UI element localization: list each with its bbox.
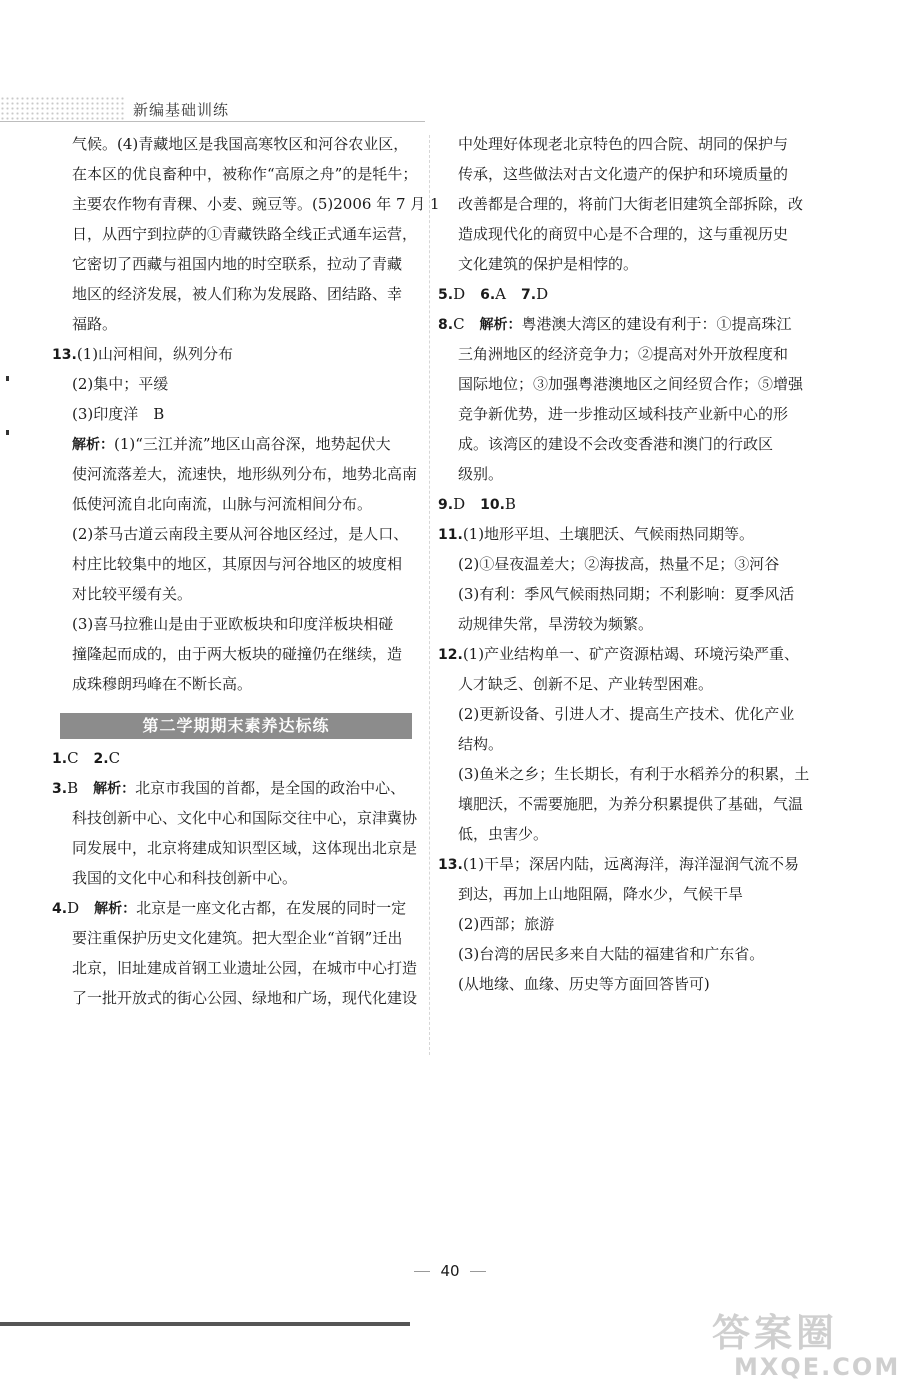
line-text: 日，从西宁到拉萨的①青藏铁路全线正式通车运营， xyxy=(72,225,418,243)
text-line xyxy=(52,489,432,519)
text-line xyxy=(438,549,818,579)
line-text: 人才缺乏、创新不足、产业转型困难。 xyxy=(458,675,714,693)
line-text: 成。该湾区的建设不会改变香港和澳门的行政区 xyxy=(458,435,774,453)
line-text: 低，虫害少。 xyxy=(458,825,549,843)
question-number: 6. xyxy=(480,287,496,303)
line-text: A xyxy=(495,285,521,303)
page-number xyxy=(400,1262,500,1280)
text-line xyxy=(438,879,818,909)
text-line xyxy=(52,219,432,249)
right-column xyxy=(438,129,818,999)
line-text: 北京市我国的首都，是全国的政治中心、 xyxy=(135,779,406,797)
text-line xyxy=(52,249,432,279)
line-text: 中处理好体现老北京特色的四合院、胡同的保护与 xyxy=(458,135,789,153)
text-line xyxy=(52,923,432,953)
text-line xyxy=(52,609,432,639)
text-line xyxy=(52,549,432,579)
margin-mark xyxy=(6,430,9,435)
text-line xyxy=(438,249,818,279)
line-text: (1)产业结构单一、矿产资源枯竭、环境污染严重、 xyxy=(462,645,800,663)
line-text: D xyxy=(67,899,95,917)
line-text: 同发展中，北京将建成知识型区域，这体现出北京是 xyxy=(72,839,418,857)
text-line xyxy=(52,833,432,863)
page-number-text: 40 xyxy=(440,1262,460,1280)
line-text: D xyxy=(536,285,549,303)
question-number: 13. xyxy=(52,347,77,363)
text-line xyxy=(438,969,818,999)
line-text: 在本区的优良畜种中，被称作“高原之舟”的是牦牛； xyxy=(72,165,418,183)
line-text: D xyxy=(453,285,481,303)
text-line xyxy=(438,699,818,729)
line-text: (1)地形平坦、土壤肥沃、气候雨热同期等。 xyxy=(462,525,755,543)
question-number: 8. xyxy=(438,317,454,333)
line-text: (1)山河相间，纵列分布 xyxy=(76,345,234,363)
text-line xyxy=(438,279,818,309)
text-line xyxy=(438,369,818,399)
line-text: (3)有利：季风气候雨热同期；不利影响：夏季风活 xyxy=(458,585,795,603)
text-line xyxy=(438,429,818,459)
text-line xyxy=(52,743,432,773)
line-text: 国际地位；③加强粤港澳地区之间经贸合作；⑤增强 xyxy=(458,375,804,393)
text-line xyxy=(52,893,432,923)
line-text: 改善都是合理的，将前门大街老旧建筑全部拆除，改 xyxy=(458,195,804,213)
question-number: 2. xyxy=(93,751,109,767)
line-text: 北京是一座文化古都，在发展的同时一定 xyxy=(136,899,407,917)
text-line xyxy=(52,159,432,189)
text-line xyxy=(438,909,818,939)
line-text: (3)台湾的居民多来自大陆的福建省和广东省。 xyxy=(458,945,765,963)
line-text: C xyxy=(67,749,94,767)
line-text: (3)鱼米之乡；生长期长，有利于水稻养分的积累，土 xyxy=(458,765,810,783)
header-decoration xyxy=(0,96,125,120)
watermark-logo xyxy=(712,1311,900,1382)
text-line xyxy=(52,429,432,459)
analysis-label: 解析： xyxy=(94,901,137,917)
line-text: B xyxy=(67,779,94,797)
line-text: 对比较平缓有关。 xyxy=(72,585,193,603)
text-line xyxy=(438,459,818,489)
line-text: 级别。 xyxy=(458,465,504,483)
line-text: C xyxy=(108,749,121,767)
header-title: 新编基础训练 xyxy=(133,101,230,119)
text-line xyxy=(52,863,432,893)
line-text: 撞隆起而成的，由于两大板块的碰撞仍在继续，造 xyxy=(72,645,403,663)
text-line xyxy=(52,953,432,983)
line-text: 使河流落差大，流速快，地形纵列分布，地势北高南 xyxy=(72,465,418,483)
text-line xyxy=(52,369,432,399)
margin-mark xyxy=(6,376,9,381)
line-text: 粤港澳大湾区的建设有利于：①提高珠江 xyxy=(521,315,792,333)
line-text: 低使河流自北向南流，山脉与河流相间分布。 xyxy=(72,495,373,513)
text-line xyxy=(438,729,818,759)
question-number: 4. xyxy=(52,901,68,917)
analysis-label: 解析： xyxy=(72,437,114,453)
text-line xyxy=(438,939,818,969)
text-line xyxy=(438,309,818,339)
line-text: 福路。 xyxy=(72,315,118,333)
text-line xyxy=(438,129,818,159)
analysis-label: 解析： xyxy=(93,781,136,797)
question-number: 11. xyxy=(438,527,463,543)
page-number-dash xyxy=(414,1271,430,1272)
question-number: 9. xyxy=(438,497,454,513)
line-text: 竞争新优势，进一步推动区域科技产业新中心的形 xyxy=(458,405,789,423)
text-line xyxy=(52,279,432,309)
text-line xyxy=(52,309,432,339)
text-line xyxy=(52,773,432,803)
text-line xyxy=(52,669,432,699)
question-number: 1. xyxy=(52,751,68,767)
text-line xyxy=(438,849,818,879)
text-line xyxy=(438,759,818,789)
line-text: 动规律失常，旱涝较为频繁。 xyxy=(458,615,654,633)
text-line xyxy=(52,579,432,609)
line-text: 气候。(4)青藏地区是我国高寒牧区和河谷农业区， xyxy=(72,135,409,153)
line-text: (1)干旱；深居内陆，远离海洋，海洋湿润气流不易 xyxy=(462,855,800,873)
line-text: 北京，旧址建成首钢工业遗址公园，在城市中心打造 xyxy=(72,959,418,977)
text-line xyxy=(52,339,432,369)
text-line xyxy=(438,609,818,639)
line-text: 壤肥沃，不需要施肥，为养分积累提供了基础，气温 xyxy=(458,795,804,813)
header-rule xyxy=(0,121,425,122)
text-line xyxy=(52,639,432,669)
text-line xyxy=(438,219,818,249)
left-column xyxy=(52,129,440,1013)
text-line xyxy=(438,669,818,699)
text-line xyxy=(438,159,818,189)
text-line xyxy=(438,189,818,219)
line-text: 地区的经济发展，被人们称为发展路、团结路、幸 xyxy=(72,285,403,303)
text-line xyxy=(438,519,818,549)
question-number: 3. xyxy=(52,781,68,797)
text-line xyxy=(52,459,432,489)
text-line xyxy=(52,399,432,429)
line-text: (3)喜马拉雅山是由于亚欧板块和印度洋板块相碰 xyxy=(72,615,394,633)
line-text: (2)①昼夜温差大；②海拔高，热量不足；③河谷 xyxy=(458,555,780,573)
text-line xyxy=(438,819,818,849)
line-text: B xyxy=(504,495,516,513)
question-number: 12. xyxy=(438,647,463,663)
left-lines xyxy=(52,129,440,699)
line-text: 成珠穆朗玛峰在不断长高。 xyxy=(72,675,253,693)
line-text: 了一批开放式的街心公园、绿地和广场，现代化建设 xyxy=(72,989,418,1007)
line-text: D xyxy=(453,495,481,513)
text-line xyxy=(52,983,432,1013)
text-line xyxy=(52,803,432,833)
line-text: 传承，这些做法对古文化遗产的保护和环境质量的 xyxy=(458,165,789,183)
text-line xyxy=(438,579,818,609)
question-number: 5. xyxy=(438,287,454,303)
watermark-top: 答案圈 xyxy=(712,1311,839,1355)
text-line xyxy=(438,399,818,429)
text-line xyxy=(52,129,432,159)
text-line xyxy=(52,189,440,219)
line-text: 主要农作物有青稞、小麦、豌豆等。(5)2006 年 7 月 1 xyxy=(72,195,440,213)
right-lines xyxy=(438,129,818,999)
line-text: (从地缘、血缘、历史等方面回答皆可) xyxy=(458,975,710,993)
question-number: 7. xyxy=(521,287,537,303)
text-line xyxy=(52,519,432,549)
text-line xyxy=(438,339,818,369)
line-text: 科技创新中心、文化中心和国际交往中心，京津冀协 xyxy=(72,809,418,827)
text-line xyxy=(438,789,818,819)
line-text: (3)印度洋 B xyxy=(72,405,165,423)
line-text: 到达，再加上山地阻隔，降水少，气候干旱 xyxy=(458,885,744,903)
line-text: C xyxy=(453,315,480,333)
question-number: 13. xyxy=(438,857,463,873)
column-divider xyxy=(429,135,430,1055)
line-text: (2)集中；平缓 xyxy=(72,375,169,393)
page-number-dash xyxy=(470,1271,486,1272)
bottom-bar xyxy=(0,1322,410,1326)
line-text: 它密切了西藏与祖国内地的时空联系，拉动了青藏 xyxy=(72,255,403,273)
line-text: (2)更新设备、引进人才、提高生产技术、优化产业 xyxy=(458,705,795,723)
line-text: (1)“三江并流”地区山高谷深，地势起伏大 xyxy=(114,435,391,453)
line-text: 要注重保护历史文化建筑。把大型企业“首钢”迁出 xyxy=(72,929,403,947)
question-number: 10. xyxy=(480,497,505,513)
line-text: 结构。 xyxy=(458,735,504,753)
line-text: 文化建筑的保护是相悖的。 xyxy=(458,255,639,273)
line-text: (2)茶马古道云南段主要从河谷地区经过，是人口、 xyxy=(72,525,409,543)
left-after-lines xyxy=(52,743,432,1013)
line-text: 造成现代化的商贸中心是不合理的，这与重视历史 xyxy=(458,225,789,243)
line-text: (2)西部；旅游 xyxy=(458,915,555,933)
line-text: 村庄比较集中的地区，其原因与河谷地区的坡度相 xyxy=(72,555,403,573)
text-line xyxy=(438,639,818,669)
line-text: 我国的文化中心和科技创新中心。 xyxy=(72,869,298,887)
section-title: 第二学期期末素养达标练 xyxy=(60,713,412,739)
text-line xyxy=(438,489,818,519)
watermark-bottom: MXQE.COM xyxy=(734,1353,900,1381)
line-text: 三角洲地区的经济竞争力；②提高对外开放程度和 xyxy=(458,345,789,363)
analysis-label: 解析： xyxy=(479,317,522,333)
